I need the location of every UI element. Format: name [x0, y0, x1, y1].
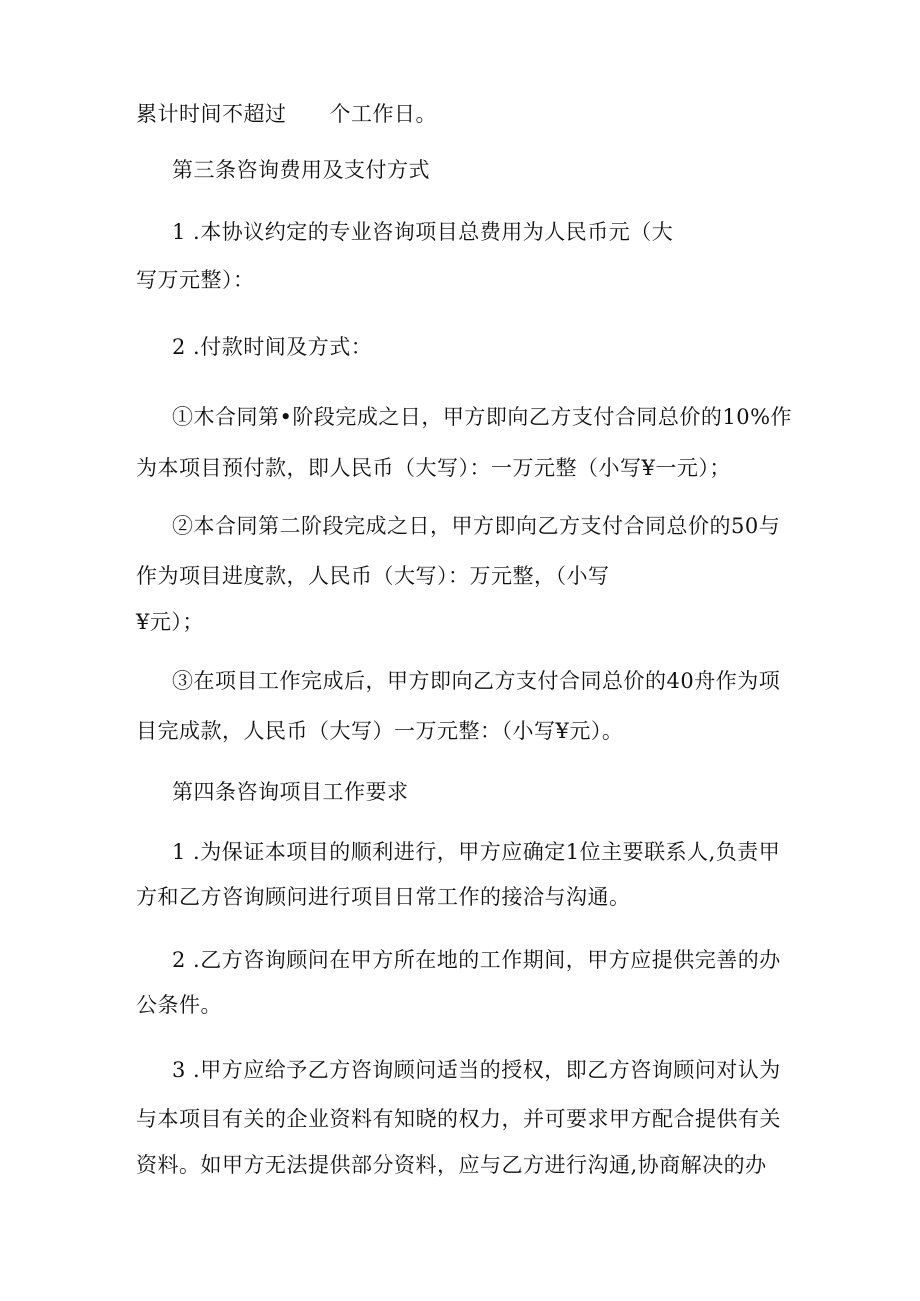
text-line: 目完成款，人民币（大写）一万元整：（小写¥元）。 [136, 719, 624, 743]
text-line: 方和乙方咨询顾问进行项目日常工作的接洽与沟通。 [136, 885, 631, 909]
text-line: 作为项目进度款，人民币（大写）：万元整，（小写 [136, 564, 610, 588]
text-line: ①木合同第•阶段完成之日，甲方即向乙方支付合同总价的10%作 [172, 405, 793, 429]
text-line: ②本合同第二阶段完成之日，甲方即向乙方支付合同总价的50与 [172, 514, 781, 538]
text-line: 公条件。 [136, 993, 222, 1017]
text-line: 1 .为保证本项目的顺利进行，甲方应确定1位主要联系人,负责甲 [172, 840, 781, 864]
text-line: 与本项目有关的企业资料有知晓的权力，并可要求甲方配合提供有关 [136, 1107, 781, 1131]
text-line: 2 .乙方咨询顾问在甲方所在地的工作期间，甲方应提供完善的办 [172, 948, 781, 972]
text-line: ¥元）； [136, 610, 204, 634]
text-line: 3 .甲方应给予乙方咨询顾问适当的授权，即乙方咨询顾问对认为 [172, 1058, 781, 1082]
text-line: 累计时间不超过 个工作日。 [136, 102, 437, 126]
text-line: 为本项目预付款，即人民币（大写）：一万元整（小写¥一元）； [136, 456, 731, 480]
text-line: 资料。如甲方无法提供部分资料，应与乙方进行沟通,协商解决的办 [136, 1153, 767, 1177]
text-line: 1 .本协议约定的专业咨询项目总费用为人民币元（大 [172, 220, 674, 244]
section-heading: 第四条咨询项目工作要求 [172, 780, 409, 804]
text-line: ③在项目工作完成后，甲方即向乙方支付合同总价的40舟作为项 [172, 669, 781, 693]
text-line: 写万元整）： [136, 268, 255, 292]
section-heading: 第三条咨询费用及支付方式 [172, 158, 430, 182]
text-line: 2 .付款时间及方式： [172, 335, 373, 359]
